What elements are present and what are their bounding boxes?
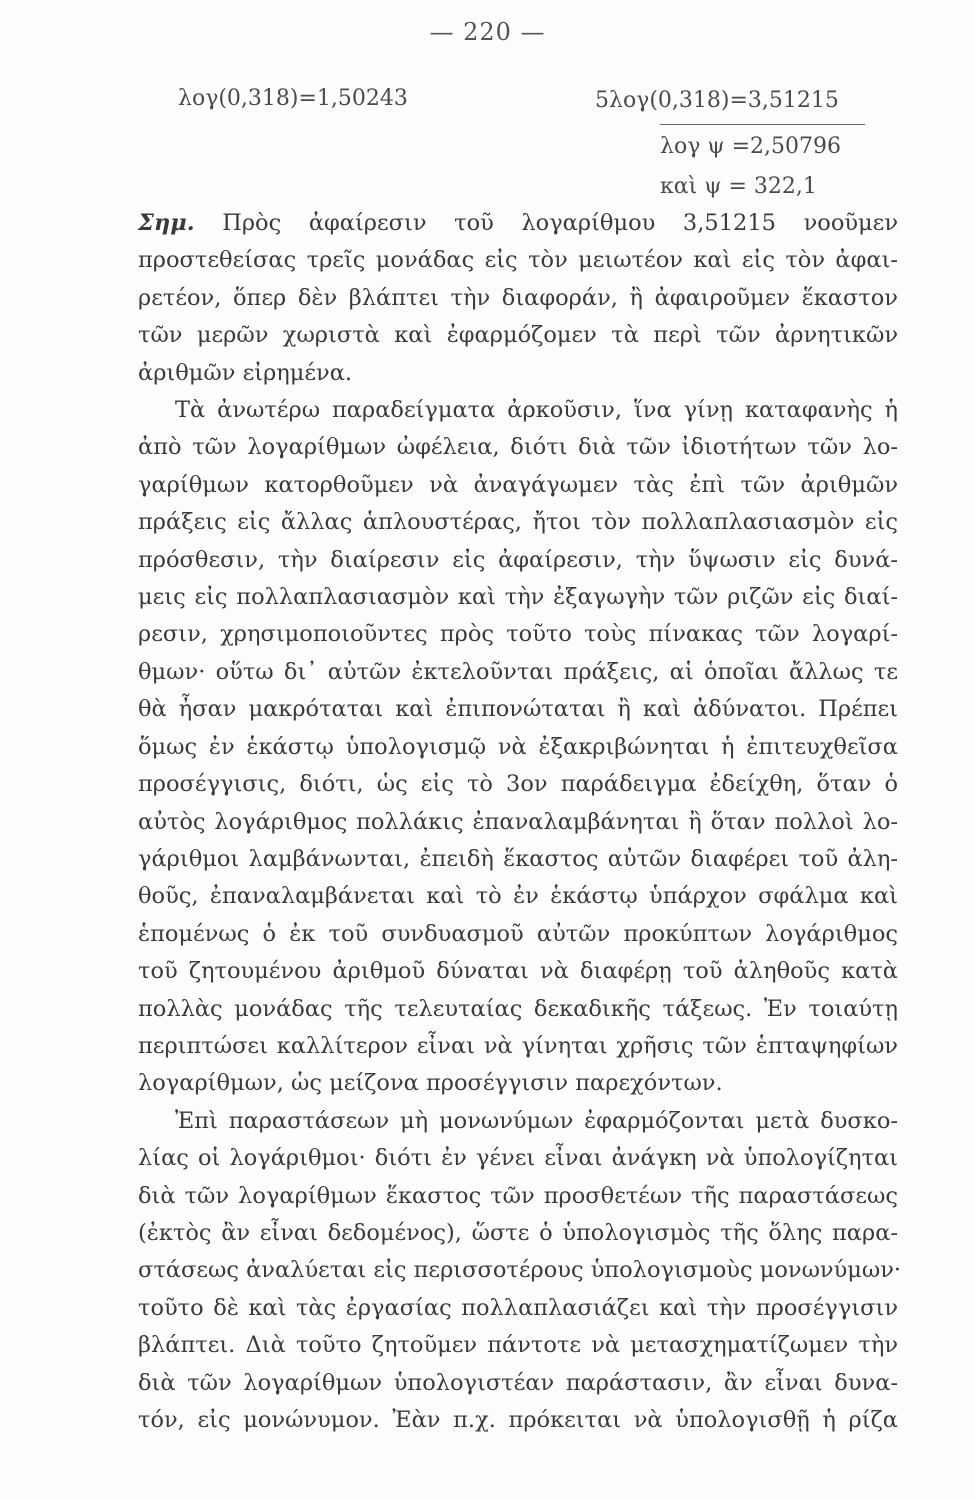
text-line: ρεσιν, χρησιμοποιοῦντες πρὸς τοῦτο τοὺς πίνακας τῶν λογαρί- [138,621,898,648]
log-equation-right-2: λογ ψ =2,50796 [660,134,841,159]
text-line: βλάπτει. Διὰ τοῦτο ζητοῦμεν πάντοτε νὰ μετασχηματίζωμεν τὴν [138,1332,898,1359]
text-line: περιπτώσει καλλίτερον εἶναι νὰ γίνηται χρῆσις τῶν ἑπταψηφίων [138,1032,898,1059]
sum-rule-line [660,124,865,125]
paragraph-1 [138,392,898,1103]
text-line: θμων· οὕτω δι᾿ αὐτῶν ἐκτελοῦνται πράξεις, αἱ ὁποῖαι ἄλλως τε [138,658,898,685]
text-line: μεις εἰς πολλαπλασιασμὸν καὶ τὴν ἐξαγωγὴν τῶν ριζῶν εἰς διαί- [138,584,898,611]
page-number: — 220 — [429,18,546,46]
text-line: λίας οἱ λογάριθμοι· διότι ἐν γένει εἶναι ἀνάγκη νὰ ὑπολογίζηται [138,1145,898,1172]
text-line: θοῦς, ἐπαναλαμβάνεται καὶ τὸ ἐν ἑκάστῳ ὑπάρχον σφάλμα καὶ [138,883,898,910]
text-line: τοῦτο δὲ καὶ τὰς ἐργασίας πολλαπλασιάζει καὶ τὴν προσέγγισιν [138,1294,898,1321]
log-equation-left: λογ(0,318)=1,50243 [178,86,408,111]
note-line: τῶν μερῶν χωριστὰ καὶ ἐφαρμόζομεν τὰ περὶ τῶν ἀρνητικῶν [138,322,898,349]
text-line: πολλὰς μονάδας τῆς τελευταίας δεκαδικῆς τάξεως. Ἐν τοιαύτῃ [138,995,898,1022]
text-line: θὰ ἦσαν μακρόταται καὶ ἐπιπονώταται ἢ καὶ ἀδύνατοι. Πρέπει [138,696,898,723]
text-line: Τὰ ἀνωτέρω παραδείγματα ἀρκοῦσιν, ἵνα γίνῃ καταφανὴς ἡ [175,397,898,424]
log-equation-right-3: καὶ ψ = 322,1 [660,174,817,199]
text-line: τόν, εἰς μονώνυμον. Ἐὰν π.χ. πρόκειται νὰ ὑπολογισθῇ ἡ ρίζα [138,1407,898,1433]
note-line: ρετέον, ὅπερ δὲν βλάπτει τὴν διαφοράν, ἢ ἀφαιροῦμεν ἕκαστον [138,284,898,311]
text-line: λογαρίθμων, ὡς μείζονα προσέγγισιν παρεχόντων. [138,1070,723,1097]
text-line: (ἐκτὸς ἂν εἶναι δεδομένος), ὥστε ὁ ὑπολογισμὸς τῆς ὅλης παρα- [138,1219,898,1246]
log-equation-right-1: 5λογ(0,318)=3,51215 [595,88,839,113]
note-label: Σημ. [138,210,195,236]
paragraph-2 [138,1103,902,1440]
text-line: πράξεις εἰς ἄλλας ἁπλουστέρας, ἤτοι τὸν πολλαπλασιασμὸν εἰς [138,509,898,536]
text-line: γάριθμοι λαμβάνωνται, ἐπειδὴ ἕκαστος αὐτῶν διαφέρει τοῦ ἀλη- [138,845,898,872]
text-line: τοῦ ζητουμένου ἀριθμοῦ δύναται νὰ διαφέρῃ τοῦ ἀληθοῦς κατὰ [138,958,898,985]
text-line: διὰ τῶν λογαρίθμων ὑπολογιστέαν παράστασιν, ἂν εἶναι δυνα- [138,1369,898,1396]
text-line: διὰ τῶν λογαρίθμων ἕκαστος τῶν προσθετέων τῆς παραστάσεως [138,1182,898,1209]
text-line: προσέγγισις, διότι, ὡς εἰς τὸ 3ον παράδειγμα ἐδείχθη, ὅταν ὁ [138,771,898,798]
note-line-text: Πρὸς ἀφαίρεσιν τοῦ λογαρίθμου 3,51215 νοοῦμεν [222,210,898,236]
body-text [138,205,902,1439]
text-line: Ἐπὶ παραστάσεων μὴ μονωνύμων ἐφαρμόζονται μετὰ δυσκο- [175,1107,898,1134]
text-line: ἀπὸ τῶν λογαρίθμων ὠφέλεια, διότι διὰ τῶν ἰδιοτήτων τῶν λο- [138,434,898,461]
note-line: ἀριθμῶν εἰρημένα. [138,359,353,386]
note-line-1 [138,205,898,242]
text-line: γαρίθμων κατορθοῦμεν νὰ ἀναγάγωμεν τὰς ἐπὶ τῶν ἀριθμῶν [138,471,898,498]
note-line: προστεθείσας τρεῖς μονάδας εἰς τὸν μειωτέον καὶ εἰς τὸν ἀφαι- [138,247,898,274]
text-line: πρόσθεσιν, τὴν διαίρεσιν εἰς ἀφαίρεσιν, τὴν ὕψωσιν εἰς δυνά- [138,546,898,573]
text-line: ἑπομένως ὁ ἐκ τοῦ συνδυασμοῦ αὐτῶν προκύπτων λογάριθμος [138,920,898,947]
text-line: στάσεως ἀναλύεται εἰς περισσοτέρους ὑπολογισμοὺς μονωνύμων· [138,1257,902,1284]
text-line: ὅμως ἐν ἑκάστῳ ὑπολογισμῷ νὰ ἐξακριβώνηται ἡ ἐπιτευχθεῖσα [138,733,898,760]
text-line: αὐτὸς λογάριθμος πολλάκις ἐπαναλαμβάνηται ἢ ὅταν πολλοὶ λο- [138,808,898,835]
note-paragraph [138,205,898,392]
